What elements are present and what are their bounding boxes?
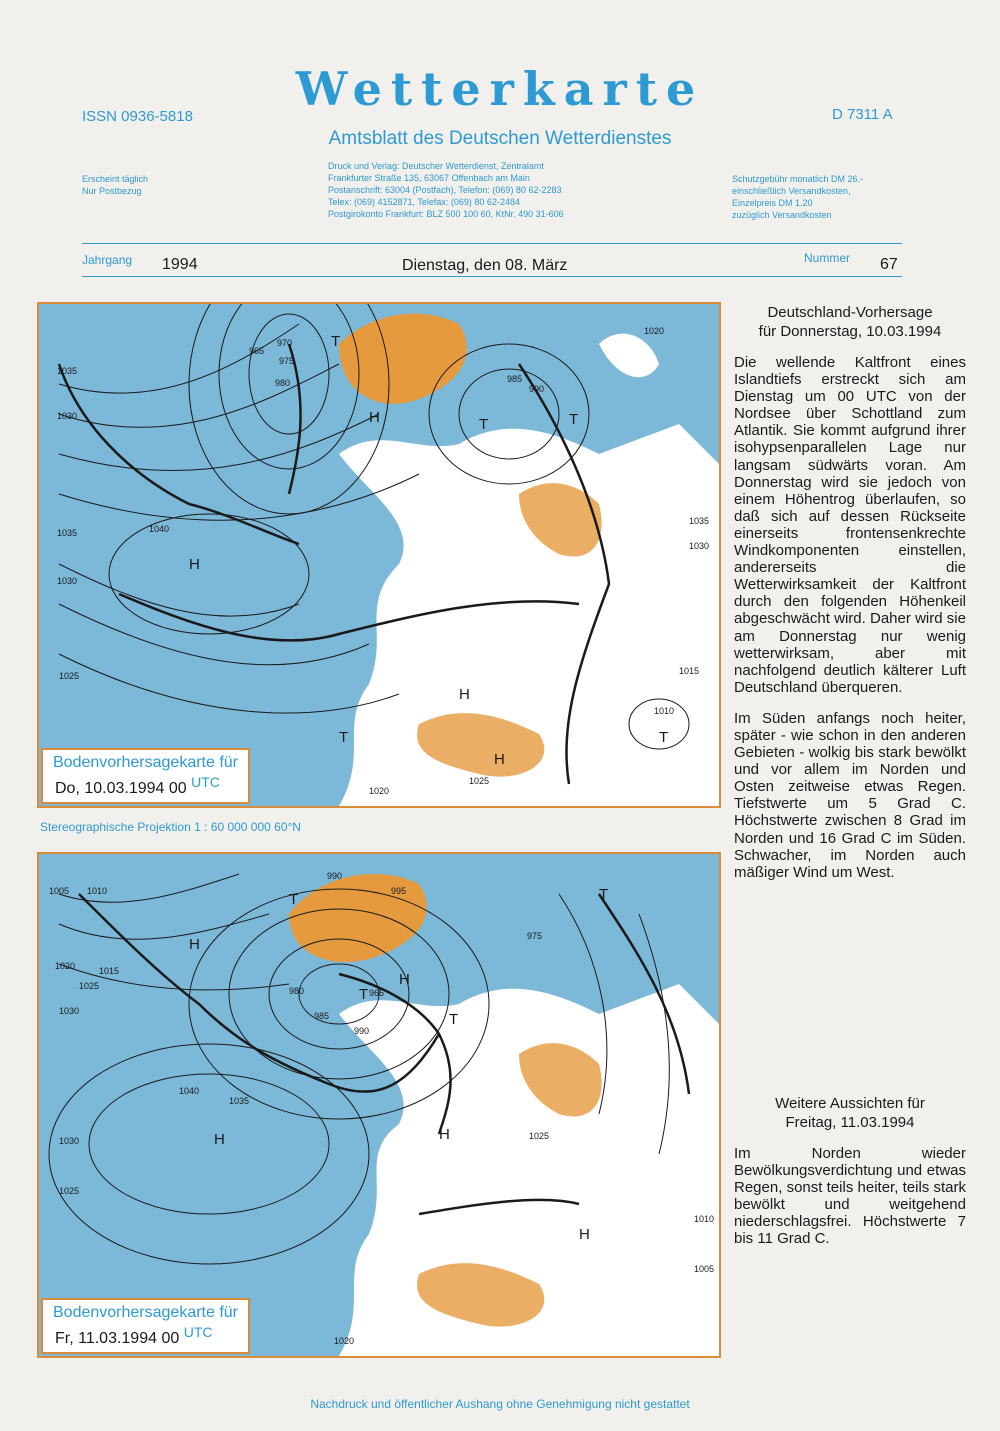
price-line: zuzüglich Versandkosten: [732, 210, 832, 220]
outlook-paragraph: Im Norden wieder Bewölkungsverdichtung und etwas Regen, sonst teils heiter, teils stark bewölkt und weitgehend niederschlagsfrei. Höchstwerte 7 bis 11 Grad C.: [734, 1145, 966, 1248]
pressure-center-label: T: [659, 729, 669, 746]
forecast-heading-line: für Donnerstag, 10.03.1994: [758, 323, 942, 340]
isobar-label: 990: [529, 384, 545, 394]
divider: [82, 243, 902, 244]
isobar-label: 965: [369, 988, 385, 998]
frequency-line: Erscheint täglich: [82, 174, 149, 184]
isobar-label: 1020: [334, 1336, 355, 1346]
map-graphic: [39, 854, 719, 1356]
price-line: Schutzgebühr monatlich DM 26.-: [732, 174, 864, 184]
publisher-line: Druck und Verlag: Deutscher Wetterdienst, Zentralamt: [328, 161, 544, 171]
legend-date: [43, 1322, 248, 1352]
forecast-map-thursday: [37, 302, 721, 808]
forecast-paragraph: Im Süden anfangs noch heiter, später - wie schon in den anderen Gebieten - wolkig bis stark bewölkt und vor allem im Norden und Osten zeitweise etwas Regen. Tiefstwerte um 5 Grad C. Höchstwerte zwischen 8 Grad im Norden und 16 Grad C im Süden. Schwacher, im Norden auch mäßiger Wind um West.: [734, 709, 966, 881]
isobar-label: 1010: [654, 706, 675, 716]
projection-note: Stereographische Projektion 1 : 60 000 000 60°N: [40, 820, 301, 834]
outlook-heading: [734, 1094, 966, 1132]
price-line: einschließlich Versandkosten,: [732, 186, 851, 196]
isobar-label: 990: [327, 871, 343, 881]
isobar-label: 1035: [57, 528, 78, 538]
outlook-heading-line: Weitere Aussichten für: [775, 1095, 925, 1112]
isobar-label: 1035: [229, 1096, 250, 1106]
pressure-center-label: H: [579, 1226, 590, 1243]
pressure-center-label: T: [331, 333, 341, 350]
isobar-label: 1030: [59, 1136, 80, 1146]
isobar-label: 980: [275, 378, 291, 388]
pressure-center-label: T: [339, 729, 349, 746]
legend-title: Bodenvorhersagekarte für: [53, 1304, 238, 1321]
frequency-note: [82, 173, 148, 197]
map-legend: [41, 748, 250, 804]
isobar-label: 1025: [529, 1131, 550, 1141]
map-legend: [41, 1298, 250, 1354]
isobar-label: 975: [527, 931, 543, 941]
isobar-label: 995: [391, 886, 407, 896]
issn-number: ISSN 0936-5818: [82, 108, 193, 125]
masthead-subtitle: Amtsblatt des Deutschen Wetterdienstes: [328, 128, 672, 149]
isobar-label: 1040: [149, 524, 170, 534]
issue-date: Dienstag, den 08. März: [402, 257, 568, 274]
isobar-label: 975: [279, 356, 295, 366]
isobar-label: 980: [289, 986, 305, 996]
price-info: [732, 173, 863, 221]
isobar-label: 985: [507, 374, 523, 384]
pressure-center-label: T: [599, 886, 609, 903]
pressure-center-label: T: [289, 891, 299, 908]
isobar-label: 1040: [179, 1086, 200, 1096]
frequency-line: Nur Postbezug: [82, 186, 142, 196]
isobar-label: 1035: [689, 516, 710, 526]
isobar-label: 1030: [57, 411, 78, 421]
postal-code: D 7311 A: [832, 106, 893, 123]
publisher-line: Postanschrift: 63004 (Postfach), Telefon: (069) 80 62-2283: [328, 185, 562, 195]
isobar-label: 1030: [59, 1006, 80, 1016]
isobar-label: 1020: [644, 326, 665, 336]
divider: [82, 276, 902, 277]
outlook-heading-line: Freitag, 11.03.1994: [785, 1114, 915, 1131]
pressure-center-label: H: [459, 686, 470, 703]
pressure-center-label: H: [494, 751, 505, 768]
isobar-label: 1025: [59, 671, 80, 681]
isobar-label: 990: [354, 1026, 370, 1036]
legend-utc: UTC: [191, 774, 220, 790]
isobar-label: 1010: [694, 1214, 715, 1224]
pressure-center-label: H: [369, 409, 380, 426]
pressure-center-label: T: [449, 1011, 459, 1028]
isobar-label: 1035: [57, 366, 78, 376]
legend-date: [43, 772, 248, 802]
pressure-center-label: T: [569, 411, 579, 428]
isobar-label: 1015: [99, 966, 120, 976]
isobar-label: 1030: [57, 576, 78, 586]
jahrgang-label: Jahrgang: [82, 253, 133, 267]
publisher-line: Telex: (069) 4152871, Telefax: (069) 80 62-2484: [328, 197, 520, 207]
legend-date-value: Do, 10.03.1994 00: [55, 780, 187, 797]
legend-utc: UTC: [183, 1324, 213, 1340]
pressure-center-label: T: [479, 416, 489, 433]
isobar-label: 1025: [469, 776, 490, 786]
isobar-label: 1005: [49, 886, 70, 896]
masthead-title: Wetterkarte: [295, 62, 705, 116]
nummer-value: 67: [880, 256, 898, 273]
forecast-map-friday: [37, 852, 721, 1358]
forecast-heading-line: Deutschland-Vorhersage: [767, 304, 933, 321]
pressure-center-label: H: [189, 936, 200, 953]
map-graphic: [39, 304, 719, 806]
isobar-label: 1025: [59, 1186, 80, 1196]
legend-date-value: Fr, 11.03.1994 00: [55, 1330, 180, 1347]
publisher-info: [328, 160, 564, 220]
isobar-label: 1030: [689, 541, 710, 551]
isobar-label: 1025: [79, 981, 100, 991]
nummer-label: Nummer: [804, 251, 851, 265]
isobar-label: 1005: [694, 1264, 715, 1274]
price-line: Einzelpreis DM 1.20: [732, 198, 813, 208]
forecast-heading: [734, 303, 966, 341]
legend-title: Bodenvorhersagekarte für: [53, 754, 238, 771]
outlook-section: [734, 1094, 966, 1248]
footer-note: Nachdruck und öffentlicher Aushang ohne Genehmigung nicht gestattet: [310, 1397, 690, 1411]
publisher-line: Frankfurter Straße 135, 63067 Offenbach am Main: [328, 173, 530, 183]
jahrgang-value: 1994: [162, 256, 198, 273]
publisher-line: Postgirokonto Frankfurt: BLZ 500 100 60, KtNr. 490 31-606: [328, 209, 564, 219]
isobar-label: 965: [249, 346, 265, 356]
isobar-label: 1010: [87, 886, 108, 896]
isobar-label: 985: [314, 1011, 330, 1021]
isobar-label: 970: [277, 338, 293, 348]
isobar-label: 1015: [679, 666, 700, 676]
pressure-center-label: H: [214, 1131, 225, 1148]
isobar-label: 1020: [55, 961, 76, 971]
forecast-section: [734, 303, 966, 881]
pressure-center-label: H: [439, 1126, 450, 1143]
pressure-center-label: H: [399, 971, 410, 988]
pressure-center-label: T: [359, 986, 369, 1003]
forecast-paragraph: Die wellende Kaltfront eines Islandtiefs erstreckt sich am Dienstag um 00 UTC von der Nordsee über Schottland zum Atlantik. Sie kommt aufgrund ihrer isohypsenparallelen Lage nur langsam südwärts voran. Am Donnerstag wird sie jedoch von einem Höhentrog überlaufen, so daß sich auf dessen Rückseite einerseits frontensenkrechte Windkomponenten einstellen, andererseits die Wetterwirksamkeit der Kaltfront durch den folgenden Höhenkeil abgeschwächt wird. Daher wird sie am Donnerstag nur wenig wetterwirksam, aber mit nachfolgend deutlich kälterer Luft Deutschland überqueren.: [734, 354, 966, 696]
isobar-label: 1020: [369, 786, 390, 796]
pressure-center-label: H: [189, 556, 200, 573]
